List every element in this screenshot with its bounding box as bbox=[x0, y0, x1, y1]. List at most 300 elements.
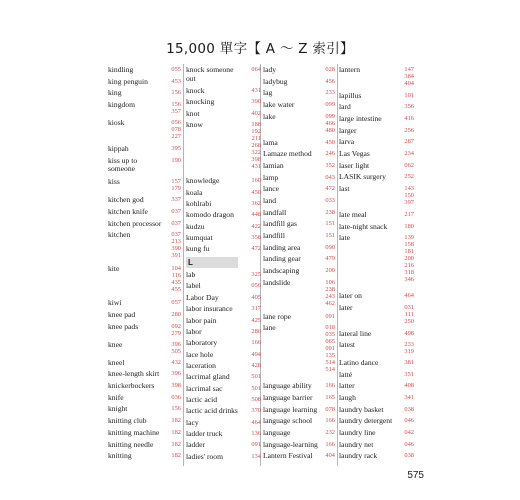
term-line: kitchen bbox=[108, 230, 131, 240]
index-term bbox=[263, 244, 300, 253]
page-reference: 455 bbox=[171, 286, 181, 294]
term-line: lane bbox=[263, 323, 276, 333]
term-line: language barrier bbox=[263, 392, 313, 402]
page-references bbox=[251, 234, 261, 241]
page-references bbox=[404, 441, 414, 448]
page-references bbox=[404, 429, 414, 436]
page-reference: 404 bbox=[404, 80, 414, 87]
term-line: lama bbox=[263, 137, 278, 147]
term-line: kohlrabi bbox=[186, 198, 212, 208]
page-reference: 480 bbox=[325, 126, 335, 134]
page-reference: 404 bbox=[325, 452, 335, 460]
term-line: late meal bbox=[339, 209, 367, 219]
page-reference: 042 bbox=[404, 429, 414, 437]
index-term bbox=[339, 292, 362, 301]
page-reference: 037 bbox=[171, 231, 181, 239]
term-line: knee-length skirt bbox=[108, 369, 160, 379]
page-reference: 464 bbox=[251, 418, 261, 426]
term-line: larger bbox=[339, 125, 357, 135]
page-references bbox=[171, 89, 181, 96]
page-references bbox=[404, 382, 414, 389]
index-term bbox=[263, 185, 279, 194]
index-term bbox=[263, 113, 276, 122]
page-reference: 252 bbox=[404, 173, 414, 181]
page-references bbox=[325, 185, 335, 192]
index-term bbox=[108, 78, 148, 87]
page-reference: 211 bbox=[251, 134, 261, 142]
page-references bbox=[251, 328, 261, 335]
term-line: kudzu bbox=[186, 221, 205, 231]
page-references bbox=[325, 324, 335, 373]
page-reference: 514 bbox=[325, 366, 335, 374]
page-reference: 056 bbox=[171, 119, 181, 127]
term-line: landfill gas bbox=[263, 219, 297, 229]
term-line: landfall bbox=[263, 207, 287, 217]
page-references bbox=[251, 385, 261, 392]
page-reference: 346 bbox=[404, 276, 414, 284]
page-references bbox=[325, 417, 335, 424]
page-references bbox=[325, 150, 335, 157]
page-references bbox=[251, 362, 261, 369]
term-line: kiss up to bbox=[108, 155, 138, 165]
page-reference: 462 bbox=[325, 299, 335, 307]
page-references bbox=[325, 162, 335, 169]
page-references bbox=[325, 139, 335, 146]
page-references bbox=[251, 407, 261, 414]
term-line: landing area bbox=[263, 242, 301, 252]
page-reference: 431 bbox=[251, 162, 261, 170]
column-divider bbox=[183, 64, 184, 466]
page-references bbox=[251, 396, 261, 403]
term-line: later on bbox=[339, 291, 362, 301]
page-references bbox=[171, 299, 181, 306]
page-reference: 279 bbox=[171, 329, 181, 337]
page-references bbox=[404, 103, 414, 110]
page-reference: 192 bbox=[251, 127, 261, 135]
index-term bbox=[263, 255, 301, 264]
index-term bbox=[339, 138, 354, 147]
page-references bbox=[171, 78, 181, 85]
page-reference: 390 bbox=[171, 245, 181, 253]
page-references bbox=[251, 177, 261, 184]
page-references bbox=[171, 441, 181, 448]
column-divider bbox=[337, 64, 338, 466]
page-reference: 337 bbox=[171, 196, 181, 204]
index-term bbox=[263, 101, 294, 110]
index-term bbox=[108, 359, 124, 368]
term-line: Labor Day bbox=[186, 292, 219, 302]
page-references bbox=[251, 305, 261, 312]
index-term bbox=[186, 282, 201, 291]
index-term bbox=[263, 324, 276, 333]
index-term bbox=[186, 121, 203, 130]
page-references bbox=[404, 92, 414, 99]
term-line: king bbox=[108, 88, 122, 98]
term-line: someone bbox=[108, 164, 135, 174]
term-line: laugh bbox=[339, 393, 356, 403]
page-reference: 057 bbox=[171, 299, 181, 307]
page-reference: 243 bbox=[325, 292, 335, 300]
page-references bbox=[251, 121, 261, 170]
page-reference: 156 bbox=[171, 89, 181, 97]
index-term bbox=[339, 66, 360, 75]
page-reference: 395 bbox=[171, 145, 181, 152]
page-reference: 428 bbox=[251, 361, 261, 369]
page-reference: 213 bbox=[171, 238, 181, 246]
term-line: Las Vegas bbox=[339, 149, 370, 159]
page-references bbox=[171, 231, 181, 259]
term-line: large intestine bbox=[339, 114, 382, 124]
index-term bbox=[108, 89, 122, 98]
index-term bbox=[339, 162, 369, 171]
page-reference: 018 bbox=[325, 324, 335, 332]
page-reference: 450 bbox=[251, 188, 261, 196]
page-reference: 166 bbox=[325, 440, 335, 448]
page-references bbox=[171, 417, 181, 424]
page-references bbox=[251, 441, 261, 448]
page-reference: 233 bbox=[325, 89, 335, 97]
term-line: knitting club bbox=[108, 416, 147, 426]
index-term bbox=[339, 234, 350, 243]
term-line: knee pad bbox=[108, 310, 136, 320]
index-term bbox=[339, 429, 375, 438]
page-references bbox=[404, 292, 414, 299]
page-references bbox=[325, 78, 335, 85]
page-reference: 038 bbox=[404, 452, 414, 460]
index-term bbox=[186, 200, 211, 209]
page-references bbox=[404, 359, 414, 366]
page-reference: 166 bbox=[251, 339, 261, 347]
term-line: knowledge bbox=[186, 176, 220, 186]
index-term bbox=[108, 220, 161, 229]
term-line: larva bbox=[339, 137, 355, 147]
index-term bbox=[108, 208, 148, 217]
page-reference: 501 bbox=[251, 384, 261, 392]
term-line: lacy bbox=[186, 417, 199, 427]
index-term bbox=[186, 271, 195, 280]
term-line: knitting bbox=[108, 451, 132, 461]
term-line: lake water bbox=[263, 100, 295, 110]
index-term bbox=[186, 362, 216, 371]
term-line: know bbox=[186, 119, 203, 129]
page-reference: 135 bbox=[325, 352, 335, 360]
index-term bbox=[186, 373, 230, 382]
page-reference: 396 bbox=[171, 340, 181, 348]
term-line: Lamaze method bbox=[263, 149, 312, 159]
term-line: lab bbox=[186, 270, 196, 280]
term-line: lacrimal sac bbox=[186, 383, 223, 393]
page-reference: 402 bbox=[251, 109, 261, 117]
page-references bbox=[404, 394, 414, 401]
index-term bbox=[108, 429, 159, 438]
term-line: language bbox=[263, 427, 291, 437]
page-references bbox=[171, 220, 181, 227]
term-line: kiosk bbox=[108, 118, 125, 128]
term-line: lapillus bbox=[339, 90, 362, 100]
index-term bbox=[108, 405, 127, 414]
index-term bbox=[339, 330, 371, 339]
page-references bbox=[404, 150, 414, 157]
term-line: language ability bbox=[263, 381, 312, 391]
index-term bbox=[186, 66, 233, 83]
page-reference: 398 bbox=[171, 382, 181, 389]
term-line: laundry line bbox=[339, 428, 376, 438]
index-term bbox=[263, 139, 278, 148]
term-line: lane rope bbox=[263, 311, 292, 321]
term-line: knock someone bbox=[186, 65, 234, 74]
index-term bbox=[108, 178, 120, 187]
page-references bbox=[325, 220, 335, 227]
index-term bbox=[339, 173, 386, 182]
index-term bbox=[186, 407, 238, 416]
page-references bbox=[171, 429, 181, 436]
page-references bbox=[325, 244, 335, 251]
page-reference: 508 bbox=[251, 395, 261, 403]
term-line: knitting needle bbox=[108, 439, 154, 449]
index-term bbox=[108, 196, 144, 205]
page-reference: 494 bbox=[251, 350, 261, 358]
index-term bbox=[339, 127, 357, 136]
term-line: lag bbox=[263, 88, 273, 98]
page-reference: 398 bbox=[251, 155, 261, 163]
page-reference: 505 bbox=[171, 347, 181, 355]
page-references bbox=[404, 330, 414, 337]
page-reference: 391 bbox=[171, 252, 181, 260]
page-reference: 090 bbox=[325, 243, 335, 251]
page-references bbox=[171, 311, 181, 318]
page-references bbox=[404, 406, 414, 413]
page-reference: 435 bbox=[171, 279, 181, 287]
index-term bbox=[108, 441, 153, 450]
term-line: knot bbox=[186, 108, 200, 118]
term-line: lamp bbox=[263, 172, 279, 182]
page-references bbox=[251, 245, 261, 252]
page-references bbox=[404, 341, 414, 355]
term-line: lacrimal gland bbox=[186, 372, 230, 382]
index-term bbox=[339, 211, 367, 220]
index-term bbox=[186, 110, 200, 119]
page-references bbox=[171, 119, 181, 140]
page-reference: 317 bbox=[251, 305, 261, 313]
page-reference: 091 bbox=[325, 312, 335, 320]
page-reference: 101 bbox=[404, 91, 414, 99]
term-line: ladybug bbox=[263, 76, 288, 86]
page-references bbox=[404, 173, 414, 180]
index-term bbox=[339, 92, 361, 101]
index-term bbox=[108, 417, 147, 426]
page-reference: 190 bbox=[171, 156, 181, 164]
term-line: label bbox=[186, 281, 201, 291]
page-references bbox=[325, 441, 335, 448]
page-references bbox=[404, 211, 414, 218]
page-reference: 055 bbox=[171, 66, 181, 73]
term-line: lantern bbox=[339, 65, 361, 74]
term-line: kippah bbox=[108, 144, 129, 153]
index-term bbox=[263, 441, 318, 450]
page-references bbox=[171, 178, 181, 192]
page-reference: 318 bbox=[404, 269, 414, 277]
page-reference: 091 bbox=[251, 441, 261, 449]
page-references bbox=[251, 339, 261, 346]
term-line: king penguin bbox=[108, 76, 148, 86]
page-references bbox=[404, 162, 414, 169]
page-reference: 233 bbox=[404, 341, 414, 349]
index-term bbox=[339, 452, 377, 461]
page-reference: 448 bbox=[251, 211, 261, 219]
term-line: kiss bbox=[108, 177, 120, 187]
index-term bbox=[263, 313, 291, 322]
page-references bbox=[404, 115, 414, 122]
term-line: Latino dance bbox=[339, 358, 379, 368]
page-references bbox=[325, 101, 335, 108]
page-references bbox=[251, 189, 261, 196]
page-reference: 352 bbox=[325, 161, 335, 169]
index-term bbox=[186, 419, 199, 428]
index-term bbox=[263, 89, 272, 98]
index-term bbox=[186, 177, 219, 186]
page-reference: 238 bbox=[325, 285, 335, 293]
index-term bbox=[108, 341, 122, 350]
term-line: knickerbockers bbox=[108, 381, 155, 390]
page-references bbox=[325, 209, 335, 216]
term-line: lace hole bbox=[186, 349, 214, 359]
page-reference: 362 bbox=[251, 199, 261, 207]
term-line: kumquat bbox=[186, 232, 213, 242]
term-line: labor pain bbox=[186, 315, 217, 325]
index-column-2 bbox=[186, 66, 262, 464]
index-term bbox=[108, 119, 124, 128]
page-references bbox=[251, 87, 261, 94]
term-line: kitchen god bbox=[108, 195, 144, 205]
term-line: laboratory bbox=[186, 338, 218, 348]
page-reference: 216 bbox=[404, 262, 414, 270]
term-line: landscaping bbox=[263, 266, 300, 276]
page-reference: 200 bbox=[404, 255, 414, 263]
page-reference: 453 bbox=[171, 77, 181, 85]
page-reference: 322 bbox=[251, 148, 261, 156]
index-term bbox=[186, 441, 205, 450]
section-letter: L bbox=[188, 257, 193, 267]
index-term bbox=[186, 385, 222, 394]
term-line: language school bbox=[263, 416, 313, 426]
page-references bbox=[404, 417, 414, 424]
term-line: knocking bbox=[186, 97, 215, 107]
index-term bbox=[186, 245, 209, 254]
page-reference: 250 bbox=[404, 317, 414, 325]
page-reference: 043 bbox=[325, 173, 335, 181]
index-term bbox=[339, 115, 382, 124]
page-references bbox=[171, 341, 181, 355]
page-reference: 268 bbox=[251, 141, 261, 149]
page-reference: 431 bbox=[251, 86, 261, 94]
page-references bbox=[251, 294, 261, 301]
page-reference: 056 bbox=[251, 282, 261, 290]
index-term bbox=[339, 371, 352, 380]
term-line: last bbox=[339, 184, 350, 194]
page-references bbox=[171, 394, 181, 401]
term-line: knitting machine bbox=[108, 427, 160, 437]
page-references bbox=[251, 453, 261, 460]
page-title: 15,000 單字【 A ～ Z 索引】 bbox=[166, 41, 354, 57]
term-line: language learning bbox=[263, 404, 318, 414]
index-term bbox=[186, 317, 217, 326]
page-reference: 514 bbox=[325, 359, 335, 367]
index-term bbox=[263, 78, 287, 87]
page-reference: 319 bbox=[404, 348, 414, 356]
page-reference: 078 bbox=[325, 405, 335, 413]
index-term bbox=[339, 417, 392, 426]
page-reference: 156 bbox=[171, 405, 181, 413]
index-term bbox=[186, 396, 217, 405]
term-line: landing gear bbox=[263, 254, 301, 264]
term-line: kung fu bbox=[186, 244, 210, 254]
page-reference: 381 bbox=[404, 359, 414, 367]
page-references bbox=[251, 271, 261, 278]
term-line: lance bbox=[263, 184, 280, 194]
index-term bbox=[339, 185, 350, 194]
page-references bbox=[251, 351, 261, 358]
page-references bbox=[251, 66, 261, 73]
term-line: Lantern Festival bbox=[263, 451, 313, 461]
page-reference: 450 bbox=[325, 138, 335, 146]
term-line: koala bbox=[186, 187, 203, 197]
page-reference: 358 bbox=[251, 233, 261, 241]
term-line: latter bbox=[339, 381, 355, 391]
index-column-3 bbox=[263, 66, 336, 464]
page-reference: 472 bbox=[325, 185, 335, 193]
page-reference: 256 bbox=[404, 126, 414, 134]
term-line: lactic acid drinks bbox=[186, 406, 238, 416]
page-reference: 036 bbox=[171, 393, 181, 401]
page-references bbox=[171, 145, 181, 152]
page-references bbox=[171, 265, 181, 293]
page-reference: 416 bbox=[404, 115, 414, 123]
term-line: laundry basket bbox=[339, 404, 384, 414]
index-term bbox=[186, 87, 205, 96]
index-term bbox=[108, 231, 130, 240]
index-term bbox=[108, 382, 154, 391]
term-line: ladies' room bbox=[186, 451, 224, 461]
page-reference: 031 bbox=[404, 303, 414, 311]
page-references bbox=[171, 101, 181, 115]
page-reference: 227 bbox=[171, 133, 181, 141]
index-term bbox=[263, 150, 312, 159]
page-references bbox=[325, 255, 335, 262]
page-reference: 134 bbox=[251, 452, 261, 460]
index-term bbox=[263, 279, 290, 288]
page-reference: 065 bbox=[325, 338, 335, 346]
page-references bbox=[404, 371, 414, 378]
page-reference: 179 bbox=[171, 185, 181, 193]
page-reference: 150 bbox=[404, 192, 414, 200]
index-term bbox=[186, 234, 213, 243]
page-reference: 422 bbox=[251, 222, 261, 230]
page-reference: 166 bbox=[325, 382, 335, 390]
page-reference: 351 bbox=[404, 370, 414, 378]
term-line: kitchen knife bbox=[108, 206, 148, 216]
page-references bbox=[251, 419, 261, 426]
page-references bbox=[251, 110, 261, 117]
page-reference: 037 bbox=[171, 219, 181, 227]
page-reference: 037 bbox=[171, 207, 181, 215]
term-line: late-night snack bbox=[339, 221, 388, 231]
index-term bbox=[339, 103, 351, 112]
page-reference: 151 bbox=[325, 232, 335, 240]
page-reference: 217 bbox=[404, 210, 414, 218]
page-reference: 464 bbox=[404, 292, 414, 300]
page-references bbox=[325, 197, 335, 204]
page-reference: 035 bbox=[325, 331, 335, 339]
